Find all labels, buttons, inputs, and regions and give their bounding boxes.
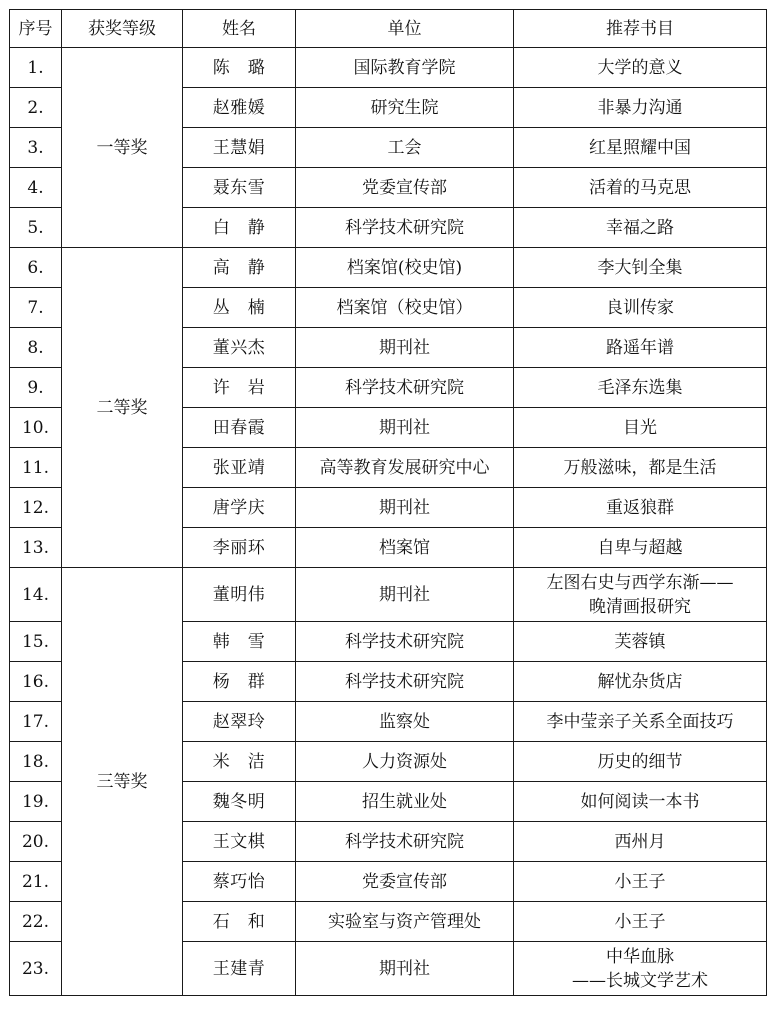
row-name: 唐学庆	[183, 488, 296, 528]
row-name: 白 静	[183, 208, 296, 248]
row-unit: 期刊社	[296, 568, 514, 622]
row-name: 高 静	[183, 248, 296, 288]
header-row	[10, 10, 767, 48]
header-index: 序号	[10, 10, 62, 48]
row-unit: 档案馆（校史馆）	[296, 288, 514, 328]
row-book-line2: 晚清画报研究	[589, 596, 691, 617]
row-name: 董兴杰	[183, 328, 296, 368]
row-name: 张亚靖	[183, 448, 296, 488]
row-index: 7.	[10, 288, 62, 328]
row-unit: 期刊社	[296, 328, 514, 368]
award-level-third: 三等奖	[62, 568, 183, 996]
row-index: 22.	[10, 902, 62, 942]
row-index: 16.	[10, 662, 62, 702]
row-index: 20.	[10, 822, 62, 862]
row-unit: 科学技术研究院	[296, 622, 514, 662]
row-name: 丛 楠	[183, 288, 296, 328]
row-unit: 工会	[296, 128, 514, 168]
header-book: 推荐书目	[514, 10, 767, 48]
row-name: 李丽环	[183, 528, 296, 568]
row-name: 许 岩	[183, 368, 296, 408]
row-name: 魏冬明	[183, 782, 296, 822]
row-index: 8.	[10, 328, 62, 368]
row-book: 如何阅读一本书	[514, 782, 767, 822]
row-index: 9.	[10, 368, 62, 408]
row-unit: 人力资源处	[296, 742, 514, 782]
row-index: 17.	[10, 702, 62, 742]
row-unit: 科学技术研究院	[296, 822, 514, 862]
row-index: 2.	[10, 88, 62, 128]
row-book	[514, 568, 767, 622]
row-book: 小王子	[514, 862, 767, 902]
row-unit: 高等教育发展研究中心	[296, 448, 514, 488]
row-index: 4.	[10, 168, 62, 208]
row-unit: 科学技术研究院	[296, 208, 514, 248]
row-index: 19.	[10, 782, 62, 822]
row-unit: 科学技术研究院	[296, 662, 514, 702]
row-book: 自卑与超越	[514, 528, 767, 568]
row-book: 良训传家	[514, 288, 767, 328]
row-book: 历史的细节	[514, 742, 767, 782]
row-book-line1: 左图右史与西学东渐——	[546, 572, 734, 593]
row-unit: 科学技术研究院	[296, 368, 514, 408]
row-book-line2: ——长城文学艺术	[572, 970, 708, 991]
header-unit: 单位	[296, 10, 514, 48]
award-level-second: 二等奖	[62, 248, 183, 568]
row-index: 11.	[10, 448, 62, 488]
row-book: 西州月	[514, 822, 767, 862]
table-row	[10, 248, 767, 288]
row-index: 23.	[10, 942, 62, 996]
row-index: 6.	[10, 248, 62, 288]
row-name: 田春霞	[183, 408, 296, 448]
row-unit: 档案馆(校史馆)	[296, 248, 514, 288]
row-index: 3.	[10, 128, 62, 168]
row-book: 活着的马克思	[514, 168, 767, 208]
row-name: 赵雅媛	[183, 88, 296, 128]
row-name: 王建青	[183, 942, 296, 996]
row-unit: 党委宣传部	[296, 862, 514, 902]
row-book: 非暴力沟通	[514, 88, 767, 128]
row-unit: 期刊社	[296, 488, 514, 528]
row-name: 米 洁	[183, 742, 296, 782]
row-book: 大学的意义	[514, 48, 767, 88]
row-name: 王慧娟	[183, 128, 296, 168]
row-unit: 期刊社	[296, 408, 514, 448]
table-row	[10, 48, 767, 88]
row-unit: 国际教育学院	[296, 48, 514, 88]
row-book: 小王子	[514, 902, 767, 942]
row-index: 15.	[10, 622, 62, 662]
header-name: 姓名	[183, 10, 296, 48]
row-index: 1.	[10, 48, 62, 88]
row-unit: 期刊社	[296, 942, 514, 996]
row-book: 解忧杂货店	[514, 662, 767, 702]
row-unit: 研究生院	[296, 88, 514, 128]
row-index: 5.	[10, 208, 62, 248]
row-name: 聂东雪	[183, 168, 296, 208]
row-name: 石 和	[183, 902, 296, 942]
award-table	[9, 9, 767, 996]
row-name: 韩 雪	[183, 622, 296, 662]
header-award-level: 获奖等级	[62, 10, 183, 48]
row-name: 赵翠玲	[183, 702, 296, 742]
row-name: 蔡巧怡	[183, 862, 296, 902]
row-index: 10.	[10, 408, 62, 448]
row-book-line1: 中华血脉	[606, 946, 674, 967]
award-level-first: 一等奖	[62, 48, 183, 248]
row-book: 李大钊全集	[514, 248, 767, 288]
row-index: 14.	[10, 568, 62, 622]
row-unit: 监察处	[296, 702, 514, 742]
row-book: 红星照耀中国	[514, 128, 767, 168]
row-book: 芙蓉镇	[514, 622, 767, 662]
table-row	[10, 568, 767, 622]
row-unit: 档案馆	[296, 528, 514, 568]
row-name: 杨 群	[183, 662, 296, 702]
row-book	[514, 942, 767, 996]
row-name: 王文棋	[183, 822, 296, 862]
row-unit: 党委宣传部	[296, 168, 514, 208]
row-book: 路遥年谱	[514, 328, 767, 368]
row-unit: 招生就业处	[296, 782, 514, 822]
row-book: 幸福之路	[514, 208, 767, 248]
row-book: 万般滋味，都是生活	[514, 448, 767, 488]
row-book: 重返狼群	[514, 488, 767, 528]
row-index: 21.	[10, 862, 62, 902]
row-book: 李中莹亲子关系全面技巧	[514, 702, 767, 742]
row-book: 毛泽东选集	[514, 368, 767, 408]
row-name: 董明伟	[183, 568, 296, 622]
row-unit: 实验室与资产管理处	[296, 902, 514, 942]
row-index: 12.	[10, 488, 62, 528]
row-index: 18.	[10, 742, 62, 782]
row-name: 陈 璐	[183, 48, 296, 88]
row-book: 目光	[514, 408, 767, 448]
row-index: 13.	[10, 528, 62, 568]
